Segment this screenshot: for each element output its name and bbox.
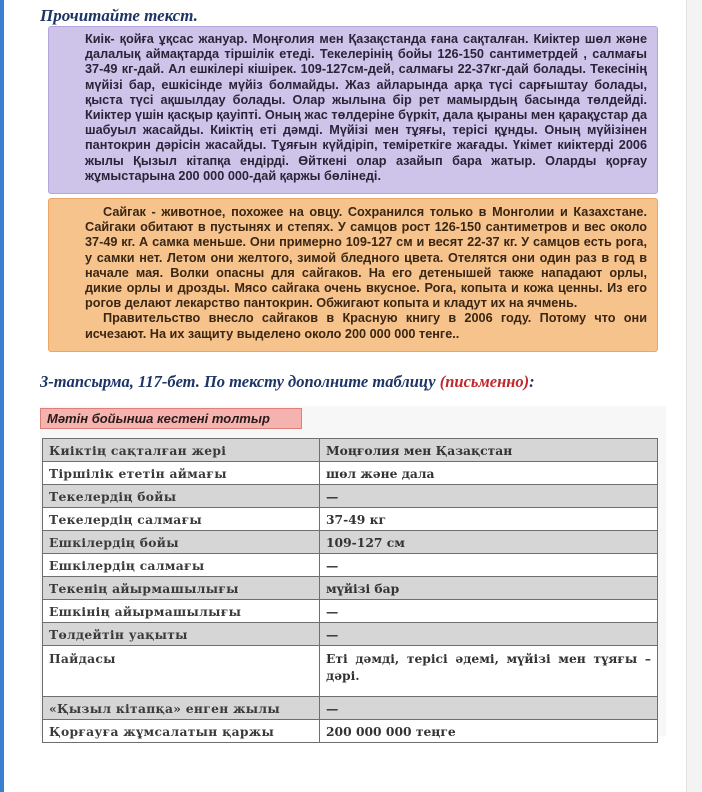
table-row <box>43 531 658 554</box>
table-row <box>43 720 658 743</box>
table-row <box>43 577 658 600</box>
table-row <box>43 600 658 623</box>
table-value: мүйізі бар <box>320 577 658 600</box>
table-key: «Қызыл кітапқа» енген жылы <box>43 697 320 720</box>
table-value: шөл және дала <box>320 462 658 485</box>
left-accent-bar <box>0 0 4 792</box>
table-key: Тіршілік ететін аймағы <box>43 462 320 485</box>
table-row <box>43 439 658 462</box>
task-heading-emphasis: (письменно) <box>439 372 530 391</box>
table-row <box>43 646 658 697</box>
table-value: — <box>320 623 658 646</box>
table-key: Текенің айырмашылығы <box>43 577 320 600</box>
table-value: — <box>320 554 658 577</box>
table-row <box>43 697 658 720</box>
task-heading-end: : <box>529 372 535 391</box>
read-text-heading: Прочитайте текст. <box>40 6 198 25</box>
table-row <box>43 485 658 508</box>
saiga-table <box>42 438 658 743</box>
kazakh-text-box <box>48 26 658 194</box>
table-value: 37-49 кг <box>320 508 658 531</box>
russian-text-box <box>48 198 658 352</box>
task-heading-text: 3-тапсырма, 117-бет. По тексту дополните таблицу <box>40 372 440 391</box>
table-value: — <box>320 697 658 720</box>
table-key: Текелердің салмағы <box>43 508 320 531</box>
table-key: Ешкілердің салмағы <box>43 554 320 577</box>
table-key: Пайдасы <box>43 646 320 697</box>
table-key: Ешкілердің бойы <box>43 531 320 554</box>
scrollbar-track[interactable] <box>686 0 702 792</box>
task-heading <box>40 372 535 392</box>
table-value: — <box>320 600 658 623</box>
russian-paragraph-1: Сайгак - животное, похожее на овцу. Сохранился только в Монголии и Казахстане. Сайгаки обитают в пустынях и степях. У самцов рост 126-150 сантиметров и вес около 37-49 кг. А самка меньше. Они примерно 109-127 см и весят 22-37 кг. У самцов есть рога, у самки нет. Летом они желтого, зимой бледного цвета. Отелятся они один раз в год в начале мая. Волки опасны для сайгаков. На его детенышей также нападают орлы, дикие орлы и дрозды. Мясо сайгака очень вкусное. Рога, копыта и кожа ценны. Из его рогов делают лекарство пантокрин. Обжигают копыта и кладут их на ячмень. <box>85 205 647 311</box>
table-value: Еті дәмді, терісі әдемі, мүйізі мен тұяғы – дәрі. <box>320 646 658 697</box>
table-key: Киіктің сақталған жері <box>43 439 320 462</box>
russian-paragraph-2: Правительство внесло сайгаков в Красную книгу в 2006 году. Потому что они исчезают. На их защиту выделено около 200 000 000 тенге.. <box>85 311 647 341</box>
table-row <box>43 623 658 646</box>
table-key: Ешкінің айырмашылығы <box>43 600 320 623</box>
table-row <box>43 508 658 531</box>
table-banner: Мәтін бойынша кестені толтыр <box>40 408 302 429</box>
table-key: Төлдейтін уақыты <box>43 623 320 646</box>
kazakh-paragraph: Киік- қойға ұқсас жануар. Моңғолия мен Қазақстанда ғана сақталған. Киіктер шөл және далалық аймақтарда тіршілік етеді. Текелерінің бойы 126-150 сантиметрдей , салмағы 37-49 кг-дай. Ал ешкілері кішірек. 109-127см-дей, салмағы 22-37кг-дай болады. Текесінің мүйізі бар, ешкісінде мүйіз болмайды. Жаз айларында арқа түсі сарғыштау болады, қыста түсі ақшылдау болады. Олар жылына бір рет мамырдың басында төлдейді. Киіктер үшін қасқыр қауіпті. Оның жас төлдеріне бүркіт, дала қыраны мен қарақұстар да шабуыл жасайды. Киіктің еті дәмді. Мүйізі мен тұяғы, терісі құнды. Оның мүйізінен пантокрин дәрісін жасайды. Тұяғын күйдіріп, теміреткіге жағады. Үкімет киіктерді 2006 жылы Қызыл кітапқа ендірді. Өйткені олар азайып бара жатыр. Оларды қорғау жұмыстарына 200 000 000-дай қаржы бөлінеді. <box>85 32 647 183</box>
table-key: Текелердің бойы <box>43 485 320 508</box>
table-row <box>43 554 658 577</box>
table-value: 200 000 000 теңге <box>320 720 658 743</box>
table-value: — <box>320 485 658 508</box>
table-key: Қорғауға жұмсалатын қаржы <box>43 720 320 743</box>
table-value: 109-127 см <box>320 531 658 554</box>
table-row <box>43 462 658 485</box>
table-value: Моңғолия мен Қазақстан <box>320 439 658 462</box>
